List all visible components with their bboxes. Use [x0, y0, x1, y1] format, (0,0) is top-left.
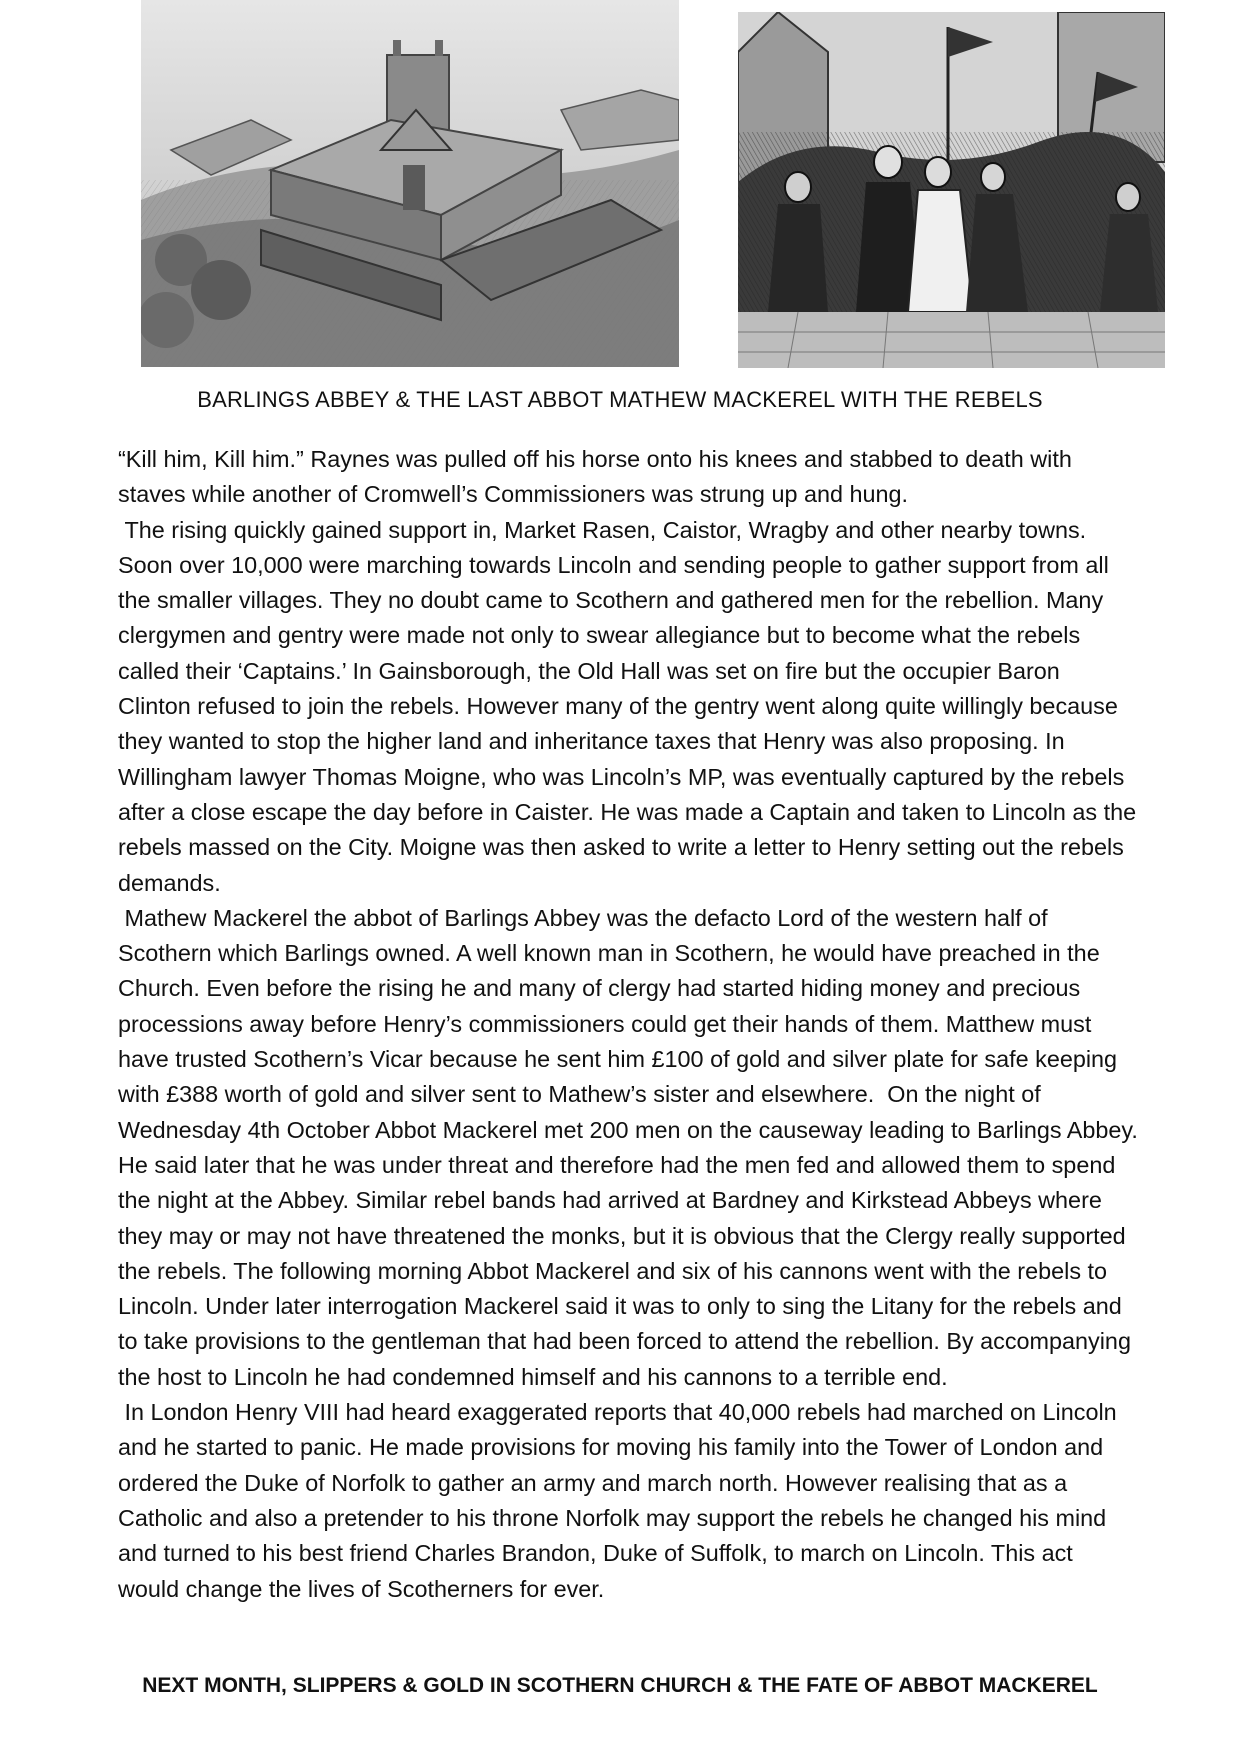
- barlings-abbey-illustration: [141, 0, 679, 367]
- image-caption: BARLINGS ABBEY & THE LAST ABBOT MATHEW MACKEREL WITH THE REBELS: [197, 387, 1043, 412]
- paragraph: Mathew Mackerel the abbot of Barlings Abbey was the defacto Lord of the western half of Scothern which Barlings owned. A well known man in Scothern, he would have preached in the Church. Even before the rising he and many of clergy had started hiding money and precious processions away before Henry’s commissioners could get their hands of them. Matthew must have trusted Scothern’s Vicar because he sent him £100 of gold and silver plate for safe keeping with £388 worth of gold and silver sent to Mathew’s sister and elsewhere. On the night of Wednesday 4th October Abbot Mackerel met 200 men on the causeway leading to Barlings Abbey. He said later that he was under threat and therefore had the men fed and allowed them to spend the night at the Abbey. Similar rebel bands had arrived at Bardney and Kirkstead Abbeys where they may or may not have threatened the monks, but it is obvious that the Clergy really supported the rebels. The following morning Abbot Mackerel and six of his cannons went with the rebels to Lincoln. Under later interrogation Mackerel said it was to only to sing the Litany for the rebels and to take provisions to the gentleman that had been forced to attend the rebellion. By accompanying the host to Lincoln he had condemned himself and his cannons to a terrible end.: [118, 904, 1145, 1390]
- abbey-engraving: [141, 0, 679, 367]
- abbot-with-rebels-illustration: [738, 12, 1165, 368]
- next-month-teaser: NEXT MONTH, SLIPPERS & GOLD IN SCOTHERN CHURCH & THE FATE OF ABBOT MACKEREL: [142, 1674, 1098, 1697]
- paragraph: In London Henry VIII had heard exaggerated reports that 40,000 rebels had marched on Lincoln and he started to panic. He made provisions for moving his family into the Tower of London and ordered the Duke of Norfolk to gather an army and march north. However realising that as a Catholic and also a pretender to his throne Norfolk may support the rebels he changed his mind and turned to his best friend Charles Brandon, Duke of Suffolk, to march on Lincoln. This act would change the lives of Scotherners for ever.: [118, 1399, 1124, 1602]
- rebels-engraving: [738, 12, 1165, 368]
- article-body: [118, 442, 1145, 1607]
- paragraph: The rising quickly gained support in, Market Rasen, Caistor, Wragby and other nearby towns. Soon over 10,000 were marching towards Lincoln and sending people to gather support from all the smaller villages. They no doubt came to Scothern and gathered men for the rebellion. Many clergymen and gentry were made not only to swear allegiance but to become what the rebels called their ‘Captains.’ In Gainsborough, the Old Hall was set on fire but the occupier Baron Clinton refused to join the rebels. However many of the gentry went along quite willingly because they wanted to stop the higher land and inheritance taxes that Henry was also proposing. In Willingham lawyer Thomas Moigne, who was Lincoln’s MP, was eventually captured by the rebels after a close escape the day before in Caister. He was made a Captain and taken to Lincoln as the rebels massed on the City. Moigne was then asked to write a letter to Henry setting out the rebels demands.: [118, 516, 1143, 896]
- paragraph: “Kill him, Kill him.” Raynes was pulled off his horse onto his knees and stabbed to death with staves while another of Cromwell’s Commissioners was strung up and hung.: [118, 446, 1079, 508]
